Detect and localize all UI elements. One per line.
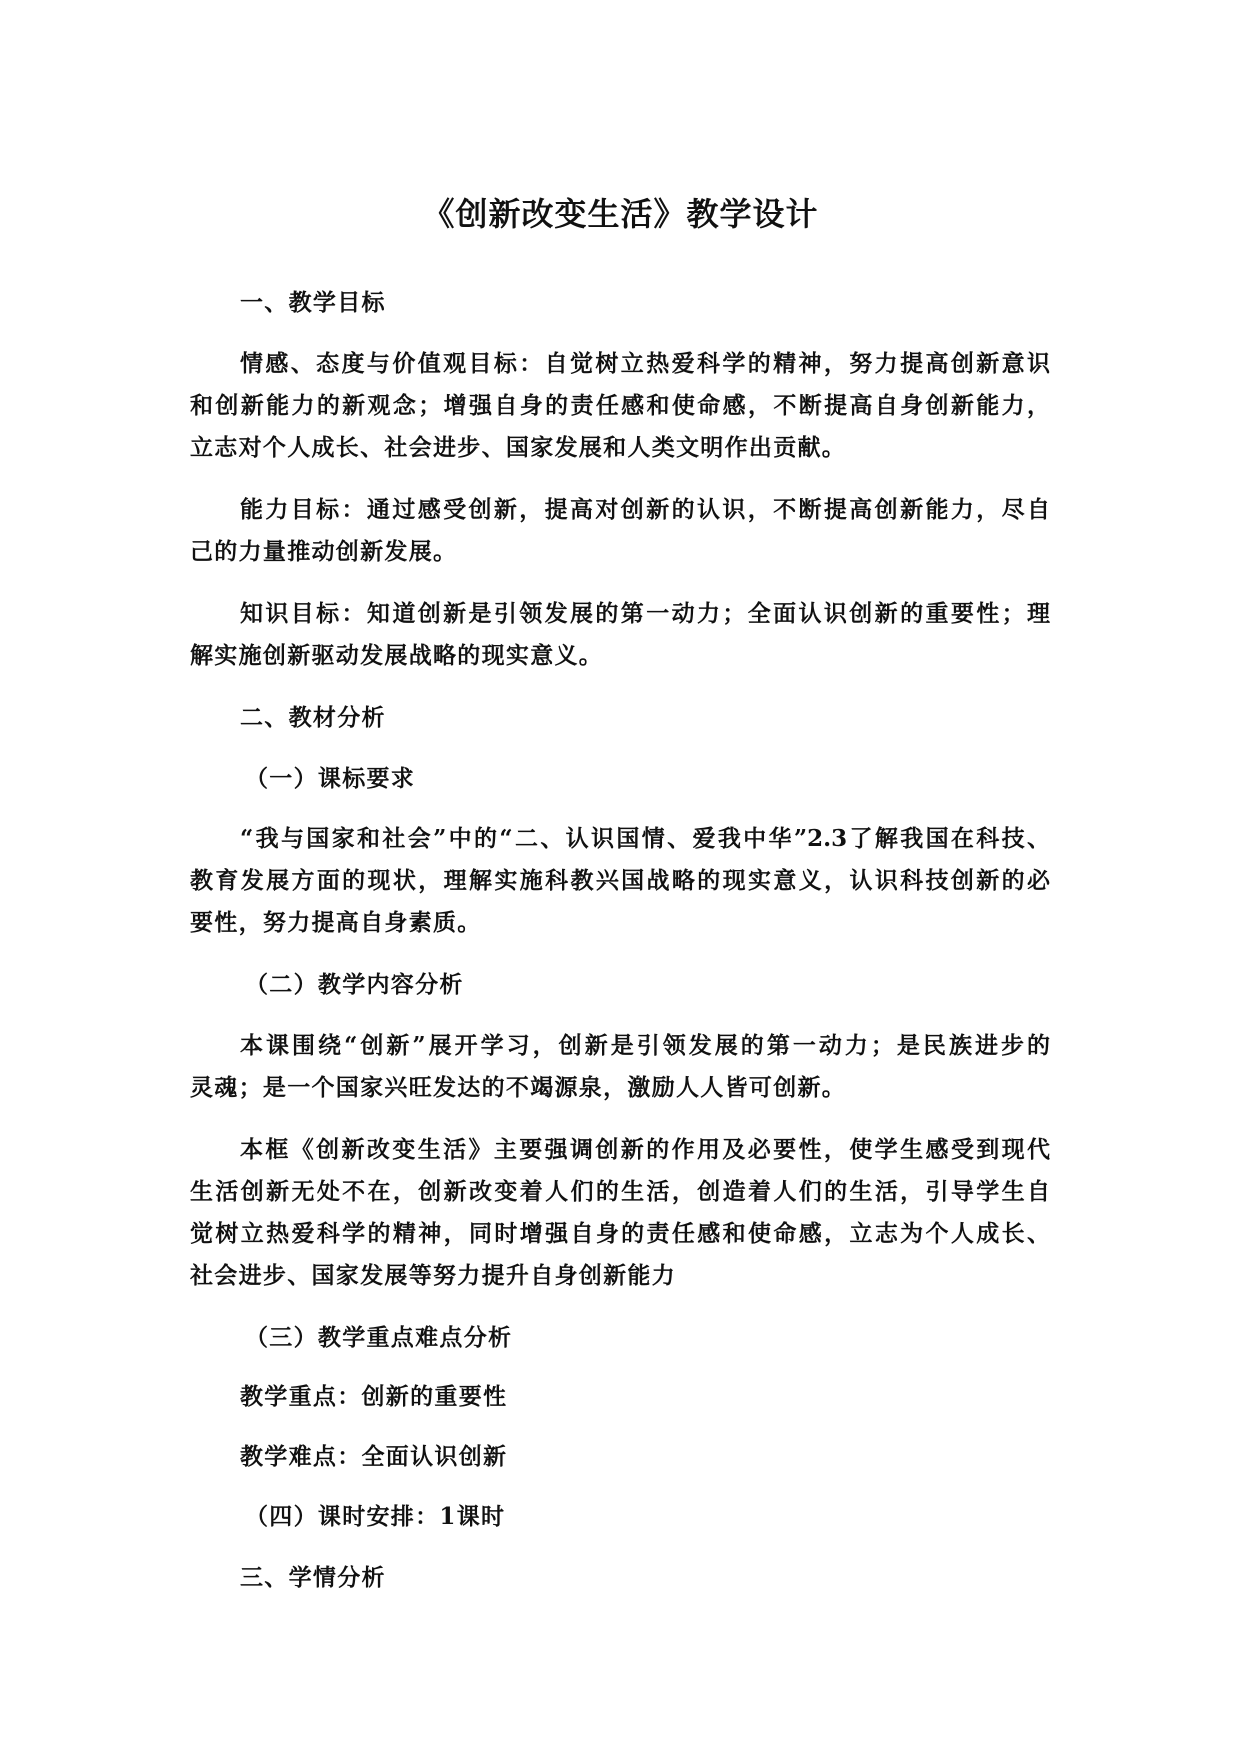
content-para2-line-3: 觉树立热爱科学的精神，同时增强自身的责任感和使命感，立志为个人成长、: [190, 1220, 1050, 1247]
knowledge-goal-line-2: 解实施创新驱动发展战略的现实意义。: [190, 642, 604, 669]
knowledge-goal-line-1: 知识目标：知道创新是引领发展的第一动力；全面认识创新的重要性；理: [240, 600, 1050, 627]
ability-goal-line-2: 己的力量推动创新发展。: [190, 538, 458, 565]
emotion-goal-line-3: 立志对个人成长、社会进步、国家发展和人类文明作出贡献。: [190, 434, 847, 461]
section-heading-teaching-goals: 一、教学目标: [240, 289, 386, 316]
content-para2-line-1: 本框《创新改变生活》主要强调创新的作用及必要性，使学生感受到现代: [240, 1136, 1050, 1163]
content-para1-line-1: 本课围绕“创新”展开学习，创新是引领发展的第一动力；是民族进步的: [240, 1032, 1050, 1059]
subsection-heading-schedule: （四）课时安排：1课时: [245, 1503, 506, 1530]
content-para2-line-4: 社会进步、国家发展等努力提升自身创新能力: [190, 1262, 676, 1289]
curriculum-line-2: 教育发展方面的现状，理解实施科教兴国战略的现实意义，认识科技创新的必: [190, 867, 1050, 894]
ability-goal-line-1: 能力目标：通过感受创新，提高对创新的认识，不断提高创新能力，尽自: [240, 496, 1050, 523]
subsection-heading-key-difficult: （三）教学重点难点分析: [245, 1324, 513, 1351]
curriculum-line-3: 要性，努力提高自身素质。: [190, 909, 482, 936]
teaching-difficulty: 教学难点：全面认识创新: [240, 1443, 508, 1470]
subsection-heading-curriculum: （一）课标要求: [245, 765, 416, 792]
subsection-heading-content-analysis: （二）教学内容分析: [245, 971, 464, 998]
document-title: 《创新改变生活》教学设计: [422, 195, 819, 233]
section-heading-student-analysis: 三、学情分析: [240, 1564, 386, 1591]
emotion-goal-line-1: 情感、态度与价值观目标：自觉树立热爱科学的精神，努力提高创新意识: [240, 350, 1050, 377]
content-para2-line-2: 生活创新无处不在，创新改变着人们的生活，创造着人们的生活，引导学生自: [190, 1178, 1050, 1205]
section-heading-material-analysis: 二、教材分析: [240, 704, 386, 731]
emotion-goal-line-2: 和创新能力的新观念；增强自身的责任感和使命感，不断提高自身创新能力，: [190, 392, 1050, 419]
curriculum-line-1: “我与国家和社会”中的“二、认识国情、爱我中华”2.3了解我国在科技、: [240, 825, 1050, 852]
content-para1-line-2: 灵魂；是一个国家兴旺发达的不竭源泉，激励人人皆可创新。: [190, 1074, 847, 1101]
teaching-key-point: 教学重点：创新的重要性: [240, 1383, 508, 1410]
